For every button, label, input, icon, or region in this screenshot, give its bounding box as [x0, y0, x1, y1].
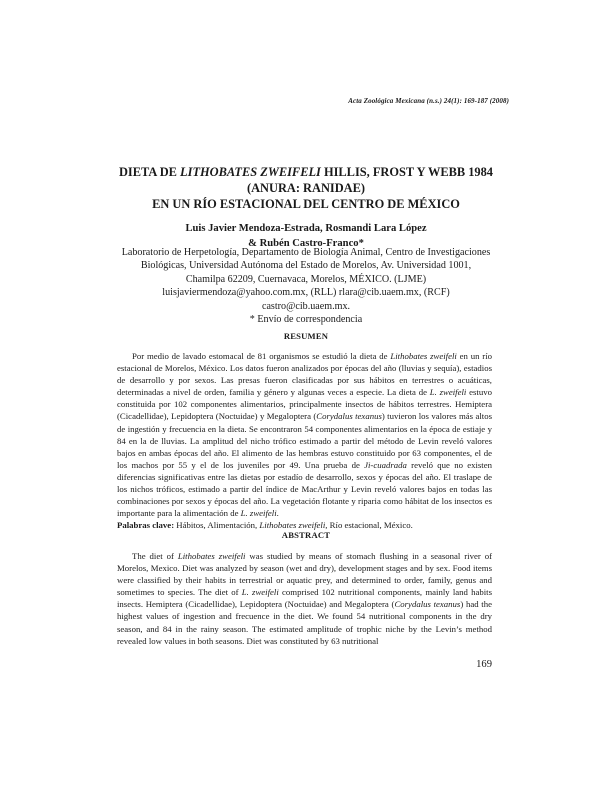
- species-name: Lithobates zweifeli: [177, 551, 246, 561]
- correspondence-note: * Envío de correspondencia: [249, 314, 363, 326]
- resumen-body: [117, 350, 492, 531]
- abstract-heading: ABSTRACT: [281, 530, 331, 540]
- text-run: was studied by means of stomach flushing in a seasonal river of Morelos, Mexico. Diet was analyzed by season (wet and dry), development stages and by sex. Food items were classified by their habits in terrestrial or aquatic prey, and determined to order, family, genus and sometimes to species. The diet of: [117, 551, 492, 598]
- text-run: ) tuvieron los valores más altos de ingestión y frecuencia en la dieta. Se encontraron 54 componentes alimentarios en la época de estiaje y 84 en la de lluvias. La amplitud del nicho trófico estimado a partir del método de Levin reveló valores bajos en ambas épocas del año. El alimento de las hembras estuvo constituido por 63 componentes, el de los machos por 55 y el de los juveniles por 49. Una prueba de: [117, 411, 492, 470]
- title-line-2: (ANURA: RANIDAE): [246, 181, 366, 195]
- title-species-name: LITHOBATES ZWEIFELI: [180, 165, 321, 179]
- species-name: Corydalus texanus: [394, 599, 461, 610]
- text-run: reveló que no existen diferencias significativas entre las dietas por estadío de desarrollo, sexos y épocas del año. El traslape de los nichos tróficos, estimado a partir del índice de MacArthur y Levin reveló valores bajos en todas las combinaciones por sexos y épocas del año. La vegetación flotante y riparia como hábitat de los insectos es importante para la alimentación de: [117, 459, 492, 519]
- text-run: en un río estacional de Morelos, México. Los datos fueron analizados por épocas del año (lluvias y sequía), estadios de desarrollo y por sexos. Las presas fueron clasificadas por sus hábitos en terrestres o acuáticas, determinadas a nivel de orden, familia y género y algunas veces a especie. La dieta de: [117, 351, 492, 398]
- title-text: HILLIS, FROST Y WEBB 1984: [320, 165, 494, 179]
- affiliation-line: Biológicas, Universidad Autónoma del Estado de Morelos, Av. Universidad 1001,: [140, 260, 472, 272]
- article-title: [100, 164, 512, 212]
- text-run: comprised 102 nutritional components, mainly land habits insects. Hemiptera (Cicadellidae), Lepidoptera (Noctuidae) and Megaloptera (: [117, 587, 493, 610]
- species-name: L. zweifeli: [241, 587, 279, 598]
- contact-emails: luisjaviermendoza@yahoo.com.mx, (RLL) rlara@cib.uaem.mx, (RCF): [162, 287, 450, 299]
- test-name: Ji-cuadrada: [364, 459, 407, 470]
- resumen-paragraph: [117, 350, 492, 519]
- species-name: Lithobates zweifeli: [390, 351, 457, 361]
- affiliation-line: Chamilpa 62209, Cuernavaca, Morelos, MÉXICO. (LJME): [185, 273, 427, 285]
- title-line-3: EN UN RÍO ESTACIONAL DEL CENTRO DE MÉXICO: [152, 197, 460, 211]
- title-line-1: [100, 164, 512, 180]
- text-run: Hábitos, Alimentación,: [174, 520, 260, 531]
- journal-reference: Acta Zoológica Mexicana (n.s.) 24(1): 169-187 (2008): [348, 97, 509, 105]
- text-run: , Río estacional, México.: [325, 520, 413, 531]
- resumen-heading: RESUMEN: [283, 331, 329, 341]
- affiliation-line: Laboratorio de Herpetología, Departamento de Biología Animal, Centro de Investigaciones: [121, 247, 491, 258]
- species-name: Corydalus texanus: [316, 411, 382, 422]
- text-run: ) had the highest values of ingestion and frecuence in the diet. We found 54 nutritional components in the dry season, and 84 in the rainy season. The estimated amplitude of trophic niche by the Levin’s method revealed low values in both seasons. Diet was constituted by 63 nutritional: [117, 599, 492, 646]
- authors-line-1: Luis Javier Mendoza-Estrada, Rosmandi Lara López: [185, 223, 427, 234]
- text-run: estuvo constituida por 102 componentes alimentarios, principalmente insectos de hábitos terrestres. Hemiptera (Cicadellidae), Lepidoptera (Noctuidae) y Megaloptera (: [117, 387, 492, 422]
- abstract-paragraph: [117, 550, 492, 647]
- title-text: DIETA DE: [118, 165, 181, 179]
- contact-emails: castro@cib.uaem.mx.: [261, 300, 351, 312]
- text-run: Por medio de lavado estomacal de 81 organismos se estudió la dieta de: [132, 351, 391, 361]
- abstract-body: [117, 550, 492, 647]
- text-run: .: [276, 508, 279, 519]
- authors-line-2: & Rubén Castro-Franco*: [248, 237, 364, 249]
- text-run: The diet of: [132, 551, 178, 561]
- species-name: L. zweifeli: [429, 387, 467, 398]
- species-name: L. zweifeli: [240, 508, 277, 519]
- species-name: Lithobates zweifeli: [259, 520, 326, 531]
- author-affiliation: [100, 246, 512, 326]
- keywords-label: Palabras clave:: [117, 520, 175, 531]
- page-number: 169: [476, 659, 492, 670]
